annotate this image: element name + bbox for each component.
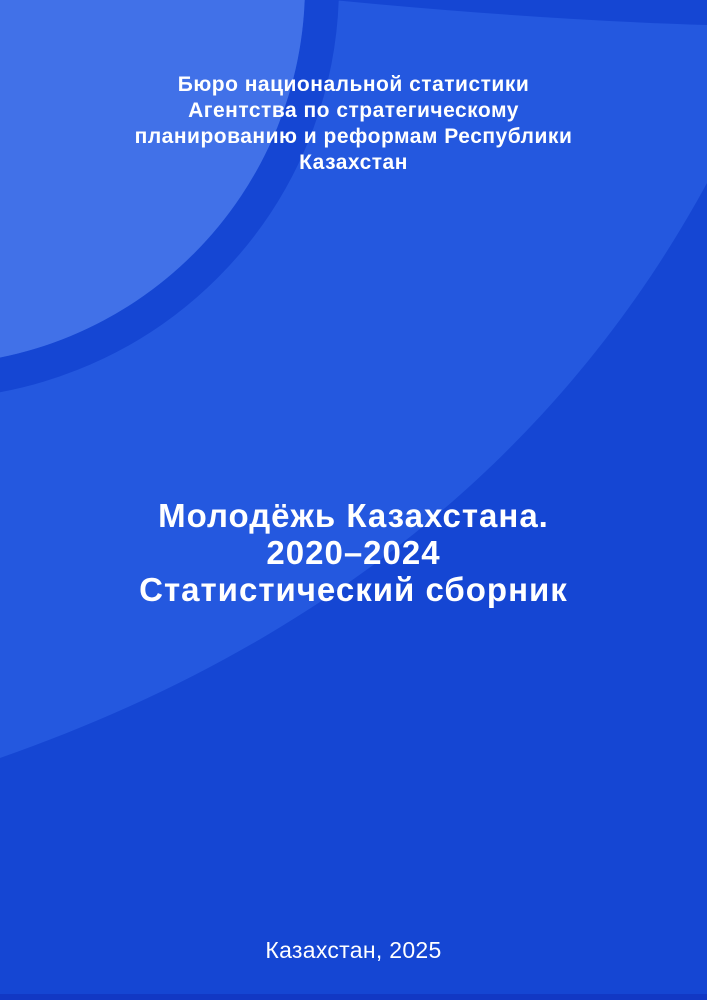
- publication-title-line: 2020–2024: [266, 534, 441, 571]
- publisher-name-line: Агентства по стратегическому: [188, 99, 519, 122]
- publication-title-line: Статистический сборник: [139, 571, 568, 608]
- publisher-name-line: планированию и реформам Республики: [134, 125, 573, 148]
- publisher-name-line: Бюро национальной статистики: [177, 73, 530, 96]
- imprint-text: Казахстан, 2025: [265, 937, 442, 963]
- publisher-name: [0, 72, 707, 176]
- publication-title-line: Молодёжь Казахстана.: [158, 497, 549, 534]
- publisher-name-line: Казахстан: [299, 151, 408, 174]
- publication-title: [0, 497, 707, 608]
- bottom-edge-bar: [0, 994, 707, 1000]
